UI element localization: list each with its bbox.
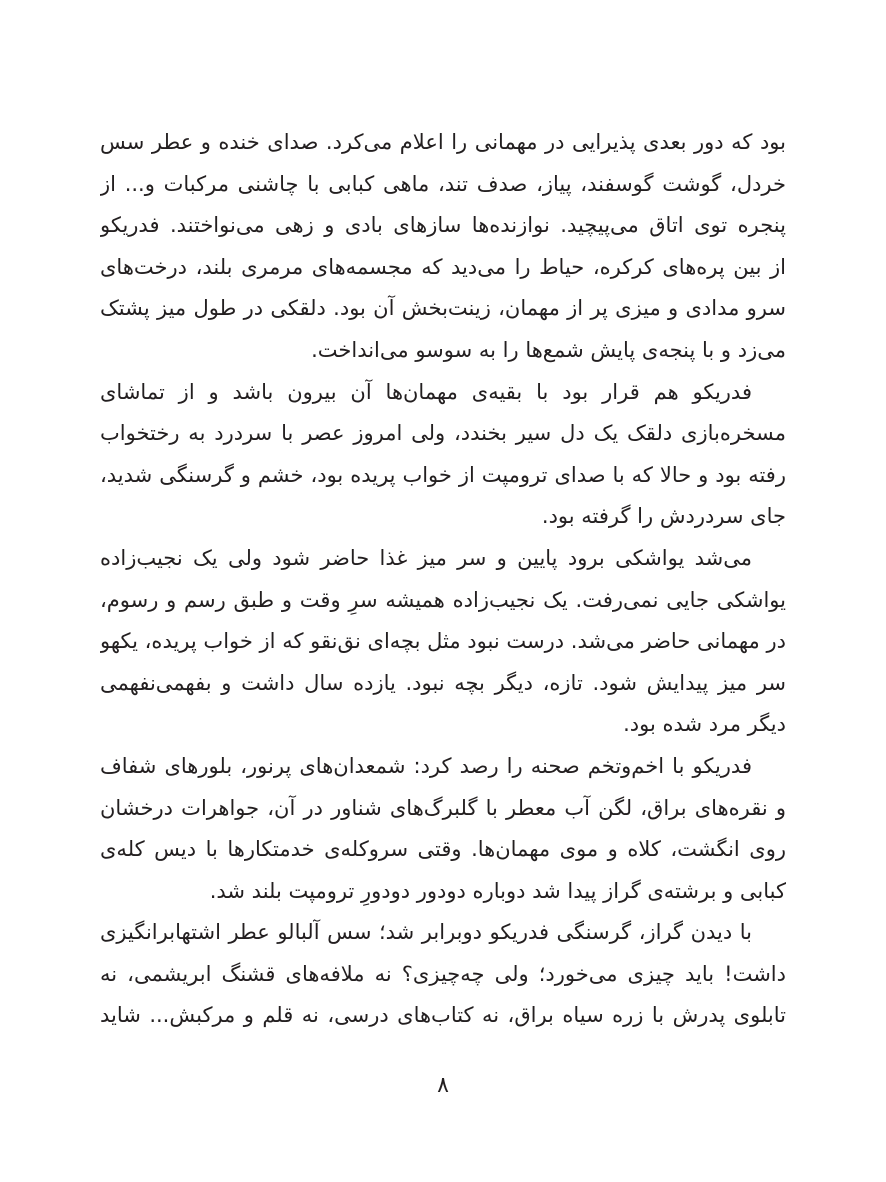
text-line: می‌زد و با پنجه‌ی پایش شمع‌ها را به سوسو می‌انداخت. xyxy=(311,337,786,362)
text-line: و نقره‌های براق، لگن آب معطر با گلبرگ‌های شناور در آن، جواهرات درخشان xyxy=(100,795,786,820)
text-line: سرو مدادی و میزی پر از مهمان، زینت‌بخش آن بود. دلقکی در طول میز پشتک xyxy=(100,296,786,321)
text-line: با دیدن گراز، گرسنگی فدریکو دوبرابر شد؛ سس آلبالو عطر اشتهابرانگیزی xyxy=(100,920,752,945)
text-line: کبابی و برشته‌ی گراز پیدا شد دوباره دودور دودورِ ترومپت بلند شد. xyxy=(209,878,786,903)
text-line: فدریکو با اخم‌وتخم صحنه را رصد کرد: شمعدان‌های پرنور، بلورهای شفاف xyxy=(100,753,752,778)
text-line: تابلوی پدرش با زره سیاه براق، نه کتاب‌های درسی، نه قلم و مرکبش... شاید xyxy=(100,1003,786,1028)
text-line: خردل، گوشت گوسفند، پیاز، صدف تند، ماهی کبابی با چاشنی مرکبات و... از xyxy=(100,171,786,196)
text-line: فدریکو هم قرار بود با بقیه‌ی مهمان‌ها آن بیرون باشد و از تماشای xyxy=(100,379,752,404)
text-line: از بین پره‌های کرکره، حیاط را می‌دید که مجسمه‌های مرمری بلند، درخت‌های xyxy=(100,254,786,279)
paragraph xyxy=(100,538,786,746)
text-line: در مهمانی حاضر می‌شد. درست نبود مثل بچه‌ای نق‌نقو که از خواب پریده، یکهو xyxy=(100,629,786,654)
paragraph xyxy=(100,122,786,372)
page-number: ۸ xyxy=(437,1073,449,1098)
paragraph xyxy=(100,372,786,538)
text-line: دیگر مرد شده بود. xyxy=(623,712,786,737)
text-line: رفته بود و حالا که با صدای ترومپت از خواب پریده بود، خشم و گرسنگی شدید، xyxy=(100,462,786,487)
text-line: یواشکی جایی نمی‌رفت. یک نجیب‌زاده همیشه سرِ وقت و طبق رسم و رسوم، xyxy=(100,587,786,612)
text-line: سر میز پیدایش شود. تازه، دیگر بچه نبود. یازده سال داشت و بفهمی‌نفهمی xyxy=(100,670,786,695)
text-line: جای سردردش را گرفته بود. xyxy=(541,504,786,529)
text-line: پنجره توی اتاق می‌پیچید. نوازنده‌ها سازهای بادی و زهی می‌نواختند. فدریکو xyxy=(100,213,786,238)
text-line: مسخره‌بازی دلقک یک دل سیر بخندد، ولی امروز عصر با سردرد به رختخواب xyxy=(100,421,786,446)
paragraph xyxy=(100,746,786,912)
text-line: بود که دور بعدی پذیرایی در مهمانی را اعلام می‌کرد. صدای خنده و عطر سس xyxy=(100,130,786,154)
text-line: می‌شد یواشکی برود پایین و سر میز غذا حاضر شود ولی یک نجیب‌زاده xyxy=(100,545,752,570)
paragraph xyxy=(100,912,786,1037)
text-line: روی انگشت، کلاه و موی مهمان‌ها. وقتی سروکله‌ی خدمتکارها با دیس کله‌ی xyxy=(100,837,786,862)
page-text-block xyxy=(100,122,786,1037)
text-line: داشت! باید چیزی می‌خورد؛ ولی چه‌چیزی؟ نه ملافه‌های قشنگ ابریشمی، نه xyxy=(100,961,786,986)
